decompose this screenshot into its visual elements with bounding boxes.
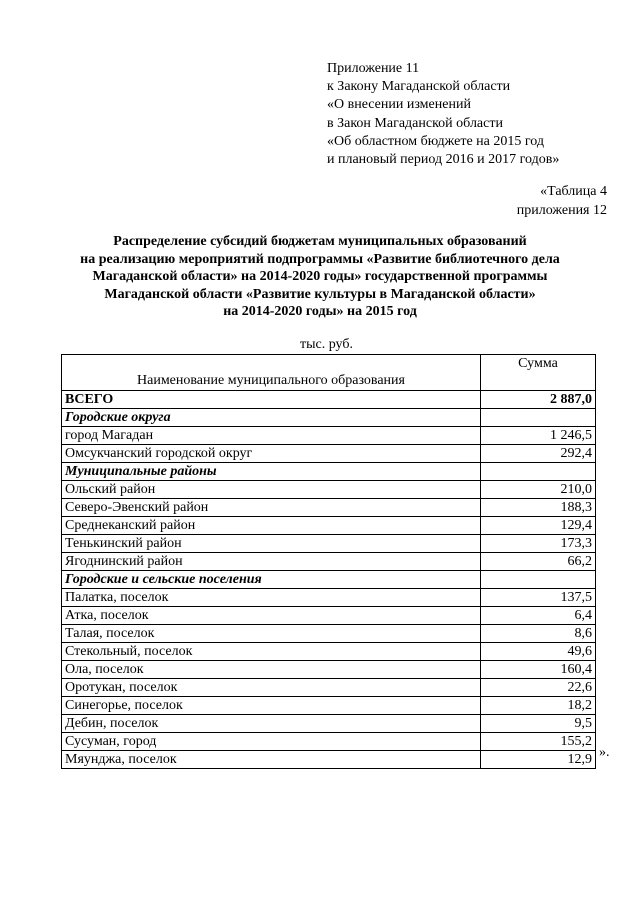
title-line: Магаданской области» на 2014-2020 годы» государственной программы: [92, 269, 548, 284]
table-row: [62, 679, 596, 697]
subsidy-amount: 292,4: [481, 445, 596, 463]
subsidy-amount: 155,2: [481, 733, 596, 751]
municipality-name: Ола, поселок: [62, 661, 481, 679]
table-row: [62, 535, 596, 553]
table-ref-line: «Таблица 4: [540, 184, 607, 199]
municipality-name: Ягоднинский район: [62, 553, 481, 571]
appendix-line: «Об областном бюджете на 2015 год: [327, 133, 544, 149]
subsidy-amount: [481, 409, 596, 427]
table-row: [62, 445, 596, 463]
subsidy-amount: 1 246,5: [481, 427, 596, 445]
table-row: [62, 697, 596, 715]
subsidy-amount: 12,9: [481, 751, 596, 769]
municipality-name: ВСЕГО: [62, 391, 481, 409]
table-body: [62, 391, 596, 769]
subsidy-amount: 137,5: [481, 589, 596, 607]
subsidy-amount: 9,5: [481, 715, 596, 733]
title-line: на 2014-2020 годы» на 2015 год: [223, 304, 417, 319]
total-row: [62, 391, 596, 409]
municipality-name: Мяунджа, поселок: [62, 751, 481, 769]
table-row: [62, 607, 596, 625]
municipality-name: Стекольный, поселок: [62, 643, 481, 661]
municipality-name: Северо-Эвенский район: [62, 499, 481, 517]
table-row: [62, 733, 596, 751]
appendix-line: «О внесении изменений: [327, 97, 471, 113]
subsidy-amount: 173,3: [481, 535, 596, 553]
municipality-name: Муниципальные районы: [62, 463, 481, 481]
table-row: [62, 517, 596, 535]
table-row: [62, 643, 596, 661]
table-row: [62, 499, 596, 517]
table-row: [62, 481, 596, 499]
municipality-name: Городские округа: [62, 409, 481, 427]
table-ref-line: приложения 12: [516, 202, 607, 218]
table-row: [62, 751, 596, 769]
appendix-line: Приложение 11: [327, 61, 420, 76]
units-label: тыс. руб.: [300, 337, 353, 352]
subsidy-amount: 6,4: [481, 607, 596, 625]
municipality-name: Талая, поселок: [62, 625, 481, 643]
municipality-name: Дебин, поселок: [62, 715, 481, 733]
municipality-name: Ольский район: [62, 481, 481, 499]
municipality-name: Городские и сельские поселения: [62, 571, 481, 589]
table-row: [62, 553, 596, 571]
table-row: [62, 589, 596, 607]
municipality-name: Среднеканский район: [62, 517, 481, 535]
subsidy-amount: 2 887,0: [481, 391, 596, 409]
subsidy-table: [61, 354, 596, 769]
appendix-line: и плановый период 2016 и 2017 годов»: [327, 152, 560, 168]
column-header-name: Наименование муниципального образования: [62, 355, 481, 391]
subsidy-amount: 210,0: [481, 481, 596, 499]
municipality-name: Тенькинский район: [62, 535, 481, 553]
subsidy-amount: 18,2: [481, 697, 596, 715]
table-row: [62, 625, 596, 643]
title-line: на реализацию мероприятий подпрограммы «Развитие библиотечного дела: [80, 251, 560, 267]
municipality-name: Синегорье, поселок: [62, 697, 481, 715]
subsidy-amount: 188,3: [481, 499, 596, 517]
table-row: [62, 715, 596, 733]
subsidy-amount: 49,6: [481, 643, 596, 661]
column-header-sum: Сумма: [481, 355, 596, 391]
municipality-name: Омсукчанский городской округ: [62, 445, 481, 463]
municipality-name: Сусуман, город: [62, 733, 481, 751]
subsidy-amount: 160,4: [481, 661, 596, 679]
table-header-row: [62, 355, 596, 391]
table-reference: [517, 183, 607, 220]
subsidy-amount: [481, 571, 596, 589]
subsidy-amount: [481, 463, 596, 481]
table-row: [62, 427, 596, 445]
title-line: Магаданской области «Развитие культуры в Магаданской области»: [104, 286, 536, 302]
subsidy-amount: 22,6: [481, 679, 596, 697]
municipality-name: Палатка, поселок: [62, 589, 481, 607]
appendix-line: в Закон Магаданской области: [327, 115, 503, 131]
appendix-line: к Закону Магаданской области: [327, 79, 511, 95]
municipality-name: Атка, поселок: [62, 607, 481, 625]
group-row: [62, 571, 596, 589]
group-row: [62, 409, 596, 427]
subsidy-amount: 129,4: [481, 517, 596, 535]
appendix-header: [327, 60, 559, 169]
subsidy-amount: 66,2: [481, 553, 596, 571]
municipality-name: Оротукан, поселок: [62, 679, 481, 697]
municipality-name: город Магадан: [62, 427, 481, 445]
subsidy-amount: 8,6: [481, 625, 596, 643]
closing-quote: ».: [599, 745, 610, 760]
table-row: [62, 661, 596, 679]
document-title: [40, 233, 600, 321]
group-row: [62, 463, 596, 481]
title-line: Распределение субсидий бюджетам муниципальных образований: [113, 234, 527, 249]
